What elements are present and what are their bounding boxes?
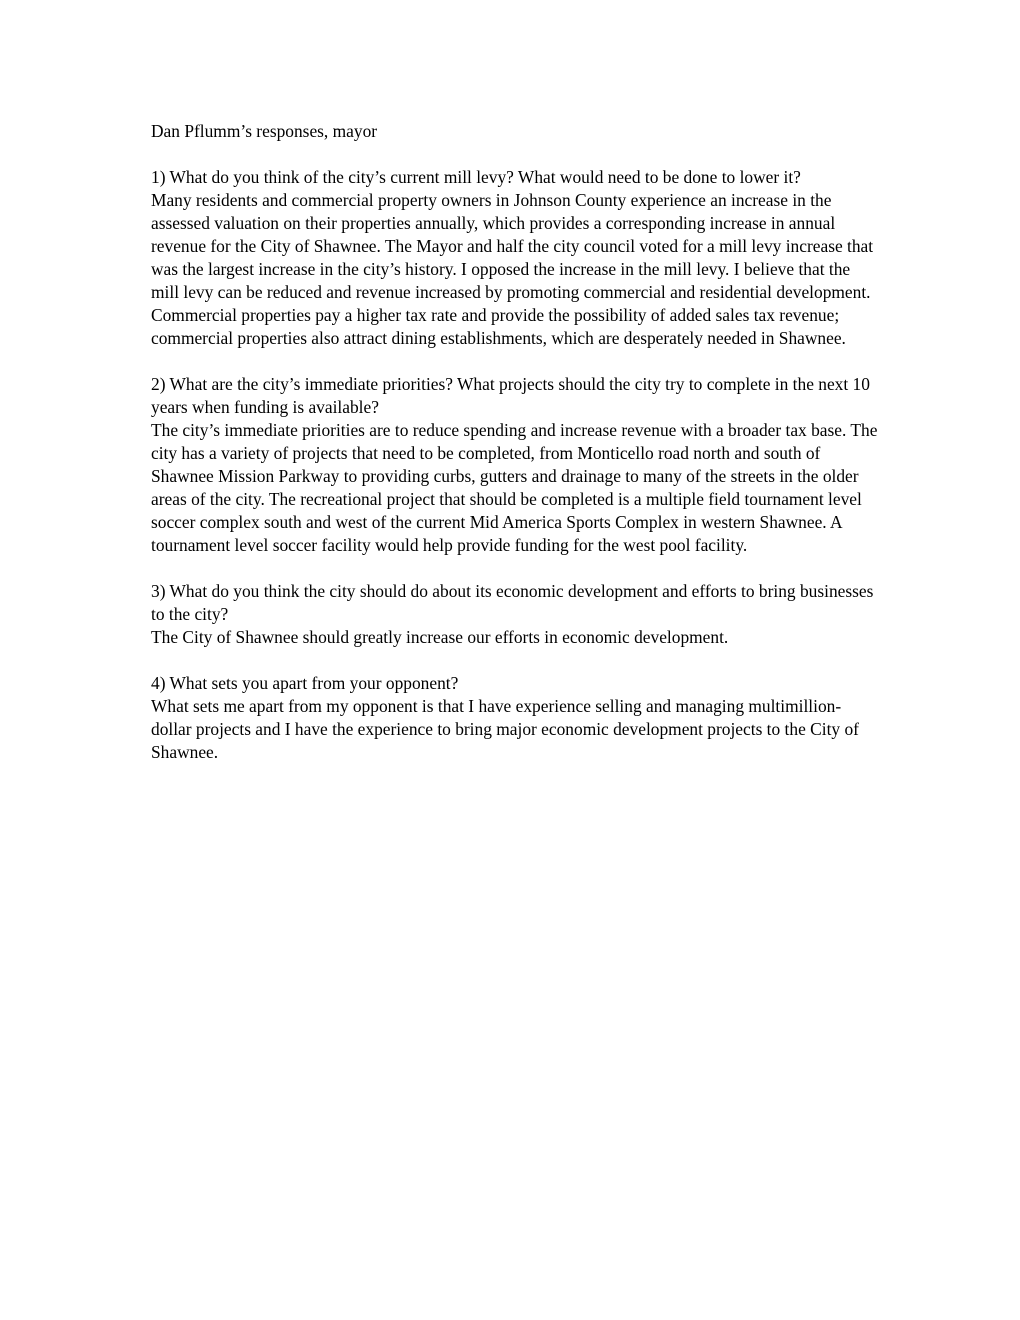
question-4: 4) What sets you apart from your opponent? bbox=[151, 673, 459, 693]
question-2: 2) What are the city’s immediate priorities? What projects should the city try to complete in the next 10 years when funding is available? bbox=[151, 374, 870, 417]
spacer bbox=[151, 649, 881, 672]
question-3: 3) What do you think the city should do about its economic development and efforts to bring businesses to the city? bbox=[151, 581, 874, 624]
document-heading: Dan Pflumm’s responses, mayor bbox=[151, 121, 378, 141]
answer-4: What sets me apart from my opponent is that I have experience selling and managing multimillion-dollar projects and I have the experience to bring major economic development projects to the City of Shawnee. bbox=[151, 696, 859, 762]
spacer bbox=[151, 143, 881, 166]
answer-1: Many residents and commercial property owners in Johnson County experience an increase in the assessed valuation on their properties annually, which provides a corresponding increase in annual revenue for the City of Shawnee. The Mayor and half the city council voted for a mill levy increase that was the largest increase in the city’s history. I opposed the increase in the mill levy. I believe that the mill levy can be reduced and revenue increased by promoting commercial and residential development. Commercial properties pay a higher tax rate and provide the possibility of added sales tax revenue; commercial properties also attract dining establishments, which are desperately needed in Shawnee. bbox=[151, 190, 874, 348]
answer-2: The city’s immediate priorities are to reduce spending and increase revenue with a broader tax base. The city has a variety of projects that need to be completed, from Monticello road north and south of Shawnee Mission Parkway to providing curbs, gutters and drainage to many of the streets in the older areas of the city. The recreational project that should be completed is a multiple field tournament level soccer complex south and west of the current Mid America Sports Complex in western Shawnee. A tournament level soccer facility would help provide funding for the west pool facility. bbox=[151, 420, 878, 555]
answer-3: The City of Shawnee should greatly increase our efforts in economic development. bbox=[151, 627, 729, 647]
document-body bbox=[151, 120, 881, 764]
spacer bbox=[151, 557, 881, 580]
spacer bbox=[151, 350, 881, 373]
question-1: 1) What do you think of the city’s current mill levy? What would need to be done to lower it? bbox=[151, 167, 801, 187]
